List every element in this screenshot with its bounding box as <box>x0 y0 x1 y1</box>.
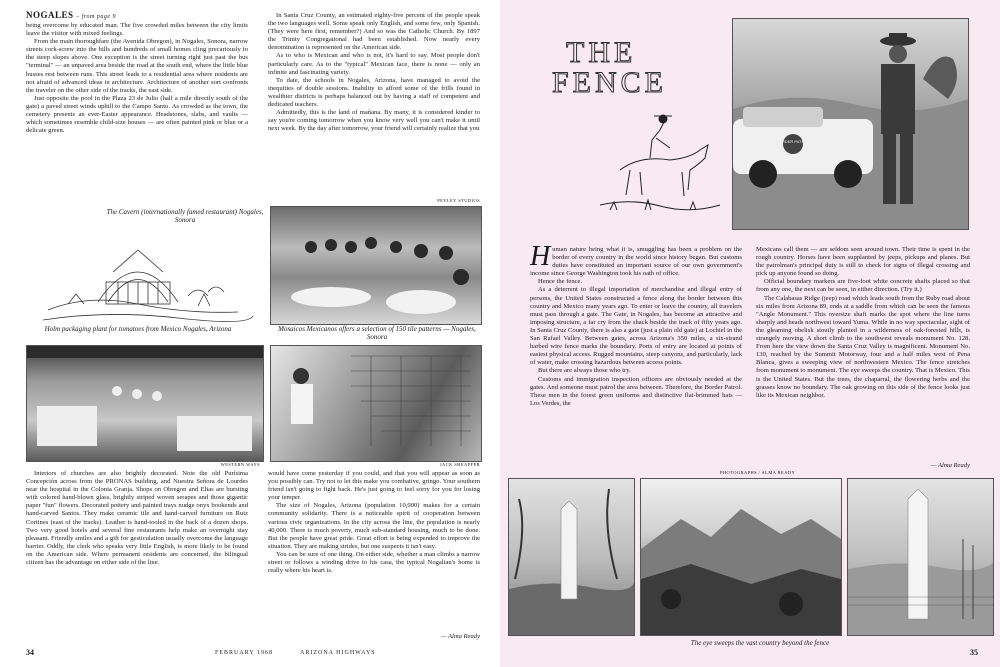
caption-mosaicos: Mosaicos Mexicanos offers a selection of 150 tile patterns — Nogales, Sonora <box>278 325 476 341</box>
paragraph: being overcome by educated man. The five crowded miles between the city limits leave the visitor with mixed feelings. <box>26 22 248 38</box>
paragraph: Admittedly, this is the land of mañana. By many, it is considered kinder to say you're coming tomorrow when you know very well you can't make it until next week. By the day after tomorrow, your friend will certainly realize that you <box>268 109 480 133</box>
monument-left-shapes <box>509 479 634 635</box>
valley-shapes <box>641 479 841 635</box>
monument-photo-right <box>847 478 994 636</box>
packaging-photo-shapes <box>27 346 263 461</box>
caption-holm: Holm packaging plant for tomatoes from Mexico Nogales, Arizona <box>44 325 232 333</box>
footer-month: FEBRUARY 1968 <box>215 650 273 656</box>
cavern-sketch <box>28 232 258 332</box>
monument-photo-left <box>508 478 635 636</box>
monument-right-shapes <box>848 479 993 635</box>
caption-cavern: The Cavern (internationally famed restaurant) Nogales, Sonora <box>106 208 264 224</box>
folio-right: 35 <box>970 648 978 657</box>
running-head <box>26 10 116 20</box>
paragraph: uman nature being what it is, smuggling has been a problem on the border of every country in the world since history began. But customs duties have constituted an important source of our own government's income since George Washington took his oath of office. <box>530 246 742 278</box>
signature-left: — Alma Ready <box>440 633 480 640</box>
title-line-2: FENCE <box>552 66 668 99</box>
paragraph: Mexicans call them — are seldom seen around town. Their time is spent in the rough country. Horses have been supplanted by jeeps, pickups and planes. But the patrolman's principal duty is still to check for signs of illegal crossing and pick up anyone found so doing. <box>756 246 970 278</box>
horse-rider-sketch <box>590 110 730 230</box>
right-page <box>500 0 1000 667</box>
paragraph: would have come yesterday if you could, and that you will appear as soon as you possibly can. Try not to let this make you combative, gringo. Your southern friend isn't going to fight back. He's just going to feel sorry for you for losing your temper. <box>268 470 480 502</box>
credit-western-ways: WESTERN WAYS <box>220 462 260 467</box>
paragraph: The Calabasas Ridge (jeep) road which leads south from the Ruby road about six miles from Arizona 89, ends at a saddle from which can be seen the famous "Angle Monument." This oversize shaft marks the spot where the line turns sharply and heads northwest toward Yuma. While in no way spectacular, sight of the gleaming obelisk stoutly planted in a wilderness of oak-forested hills, is strangely moving. A short climb to the southwest reveals monument No. 128. From here the view down the Santa Cruz Valley is magnificent. Monument No. 130, reached by the Summit Motorway, four and a half miles west of Pena Blanca, gives a sweeping view of northwestern Mexico. The fence stretches from monument to monument. The eye sweeps the country. That is Mexico. This is the United States. But the trees, the chaparral, the flowering herbs and the grasses know no boundary. The oak growing on this side of the fence looks just like its Mexican neighbor. <box>756 294 970 399</box>
credit-jack-sheaffer: JACK SHEAFFER <box>439 462 480 467</box>
paragraph: To date, the schools in Nogales, Arizona, have managed to avoid the inequities of double sessions. Inability to afford some of the frills found in wealthier districts is perhaps balanced out by having a staff of competent and dedicated teachers. <box>268 76 480 109</box>
packaging-plant-photo <box>26 345 264 462</box>
paragraph: In Santa Cruz County, an estimated eighty-five percent of the people speak the two languages well. Some speak only English, and some few, only Spanish. (They were here first, remember?) And so was the Catholic Church. By 1897 the Trinity Congregational had been established. Now nearly every denomination is represented on the American side. <box>268 12 480 52</box>
left-col2-top <box>268 12 480 133</box>
door-emblem-text: BORDER PATROL <box>776 139 810 144</box>
paragraph: But there are always those who try. <box>538 367 631 375</box>
right-col2 <box>756 246 970 400</box>
paragraph: Official boundary markers are five-foot white concrete shafts placed so that from any one, the next can be seen, in either direction. (Try it.) <box>756 278 970 294</box>
credit-peyley: PEYLEY STUDIOS <box>437 198 480 203</box>
title-line-1: THE <box>566 36 637 69</box>
running-head-sub: – from page 9 <box>76 14 117 20</box>
folio-left: 34 <box>26 648 34 657</box>
left-col1-bottom <box>26 470 248 567</box>
bottom-caption: The eye sweeps the vast country beyond the fence <box>690 639 830 647</box>
footer-magazine: ARIZONA HIGHWAYS <box>300 650 376 656</box>
valley-photo-center <box>640 478 842 636</box>
paragraph: Just opposite the pool in the Plaza 23 de Julio (half a mile directly south of the gate) a paved street winds uphill to the Campo Santo. As crowded as the town, the cemetery presents an ever-Easter appearance. Headstones, slabs, and vaults — which sometimes resemble child-size houses — are often painted pink or blue or a delicate green. <box>26 94 248 135</box>
paragraph: You can be sure of one thing. On either side, whether a man climbs a narrow street or follows a winding drive to his casa, the typical Nogalian's home is really where his heart is. <box>268 550 480 575</box>
border-patrol-photo <box>732 18 969 230</box>
paragraph: The size of Nogales, Arizona (population 10,000) makes for a certain community solidarity. There is a noticeable spirit of cooperation between various civic organizations. In the city across the line, the population is nearly 40,000. There is much poverty, much sub-standard housing, much to be done. But the people have great pride. Great effort is being expended to improve the situation. They are making strides, but one suspects it isn't easy. <box>268 502 480 550</box>
paragraph: As a deterrent to illegal importation of merchandise and illegal entry of persons, the United States constructed a fence along the border between this country and Mexico many years ago. To enter or leave the country, all travelers must pass through a gate. The Gate, in Nogales, has become an attractive and imposing structure, a far cry from the shack beside the track of fifty years ago. In Santa Cruz County, there is also a gate (just a plain old gate) at Lochiel in the San Rafael Valley. Between gates, across Arizona's 350 miles, a six-strand barbed wire fence marks the boundary. Ports of entry are located at points of easiest physical access. Rugged mountains, steep canyons, and particularly, lack of water, make crossing hazardous between access points. <box>530 286 742 367</box>
article-title <box>552 38 667 98</box>
patrol-photo-shapes <box>733 19 968 229</box>
paragraph: Hence the fence. <box>538 278 583 286</box>
signature-right: — Alma Ready <box>930 462 970 469</box>
right-col1 <box>530 241 742 408</box>
paragraph: From the main thoroughfare (the Avenida Obregon), in Nogales, Sonora, narrow streets cork-screw into the hills and hundreds of small homes cling precariously to the steep slopes above. One exception is the street turning right just past the bus "terminal" — an unpaved area beside the road at the south end, where the little blue busses rest between runs. This street leads to a residential area where residents are not afraid of advanced ideas in architecture. Architecture of another sort confronts the traveler on the other side of the tracks, the east side. <box>26 38 248 94</box>
left-col2-bottom <box>268 470 480 575</box>
restaurant-photo-shapes <box>271 207 481 324</box>
running-head-title: NOGALES <box>26 10 74 20</box>
paragraph: Interiors of churches are also brightly decorated. Note the old Purísima Concepción across from the PRONAS building, and Nuestra Señora de Lourdes near the hospital in the Colonia Granja. Shops on Obregon and Elias are bursting with colored hand-blown glass, brightly striped woven serapes and those gigantic paper "fun" flowers. Decorated pottery and painted trays nudge onyx bookends and hand-carved Santos. They make ceramic tile and hand-carved furniture on Ruiz Cortines (east of the tracks). Leather is hand-tooled in the back of a dozen shops. Two very good hotels and several fine restaurants help make an overnight stay pleasant. Friendly smiles and a gift for gesticulation usually overcome the language barrier. Oddly, the clerk who speaks very little English, is more likely to be found on the American side. Where permanent residents are concerned, the bilingual citizen has the advantage on either side of the line. <box>26 470 248 567</box>
tile-photo-shapes <box>271 346 481 461</box>
paragraph: Customs and immigration inspection officers are obviously needed at the gates. And someone must patrol the area between. Therefore, the Border Patrol. These men in the forest green uniforms and distinctive flat-brimmed hats — Los Verdes, the <box>530 375 742 407</box>
photo-credit: PHOTOGRAPHS / ALMA READY <box>720 470 796 475</box>
tile-shop-photo <box>270 345 482 462</box>
left-col1-top <box>26 22 248 135</box>
restaurant-photo <box>270 206 482 325</box>
paragraph: As to who is Mexican and who is not, it's hard to say. Most people don't particularly care. As to the "typical" Mexican face, there is none — only an infinite and fascinating variety. <box>268 52 480 76</box>
drop-cap: H <box>530 241 551 272</box>
